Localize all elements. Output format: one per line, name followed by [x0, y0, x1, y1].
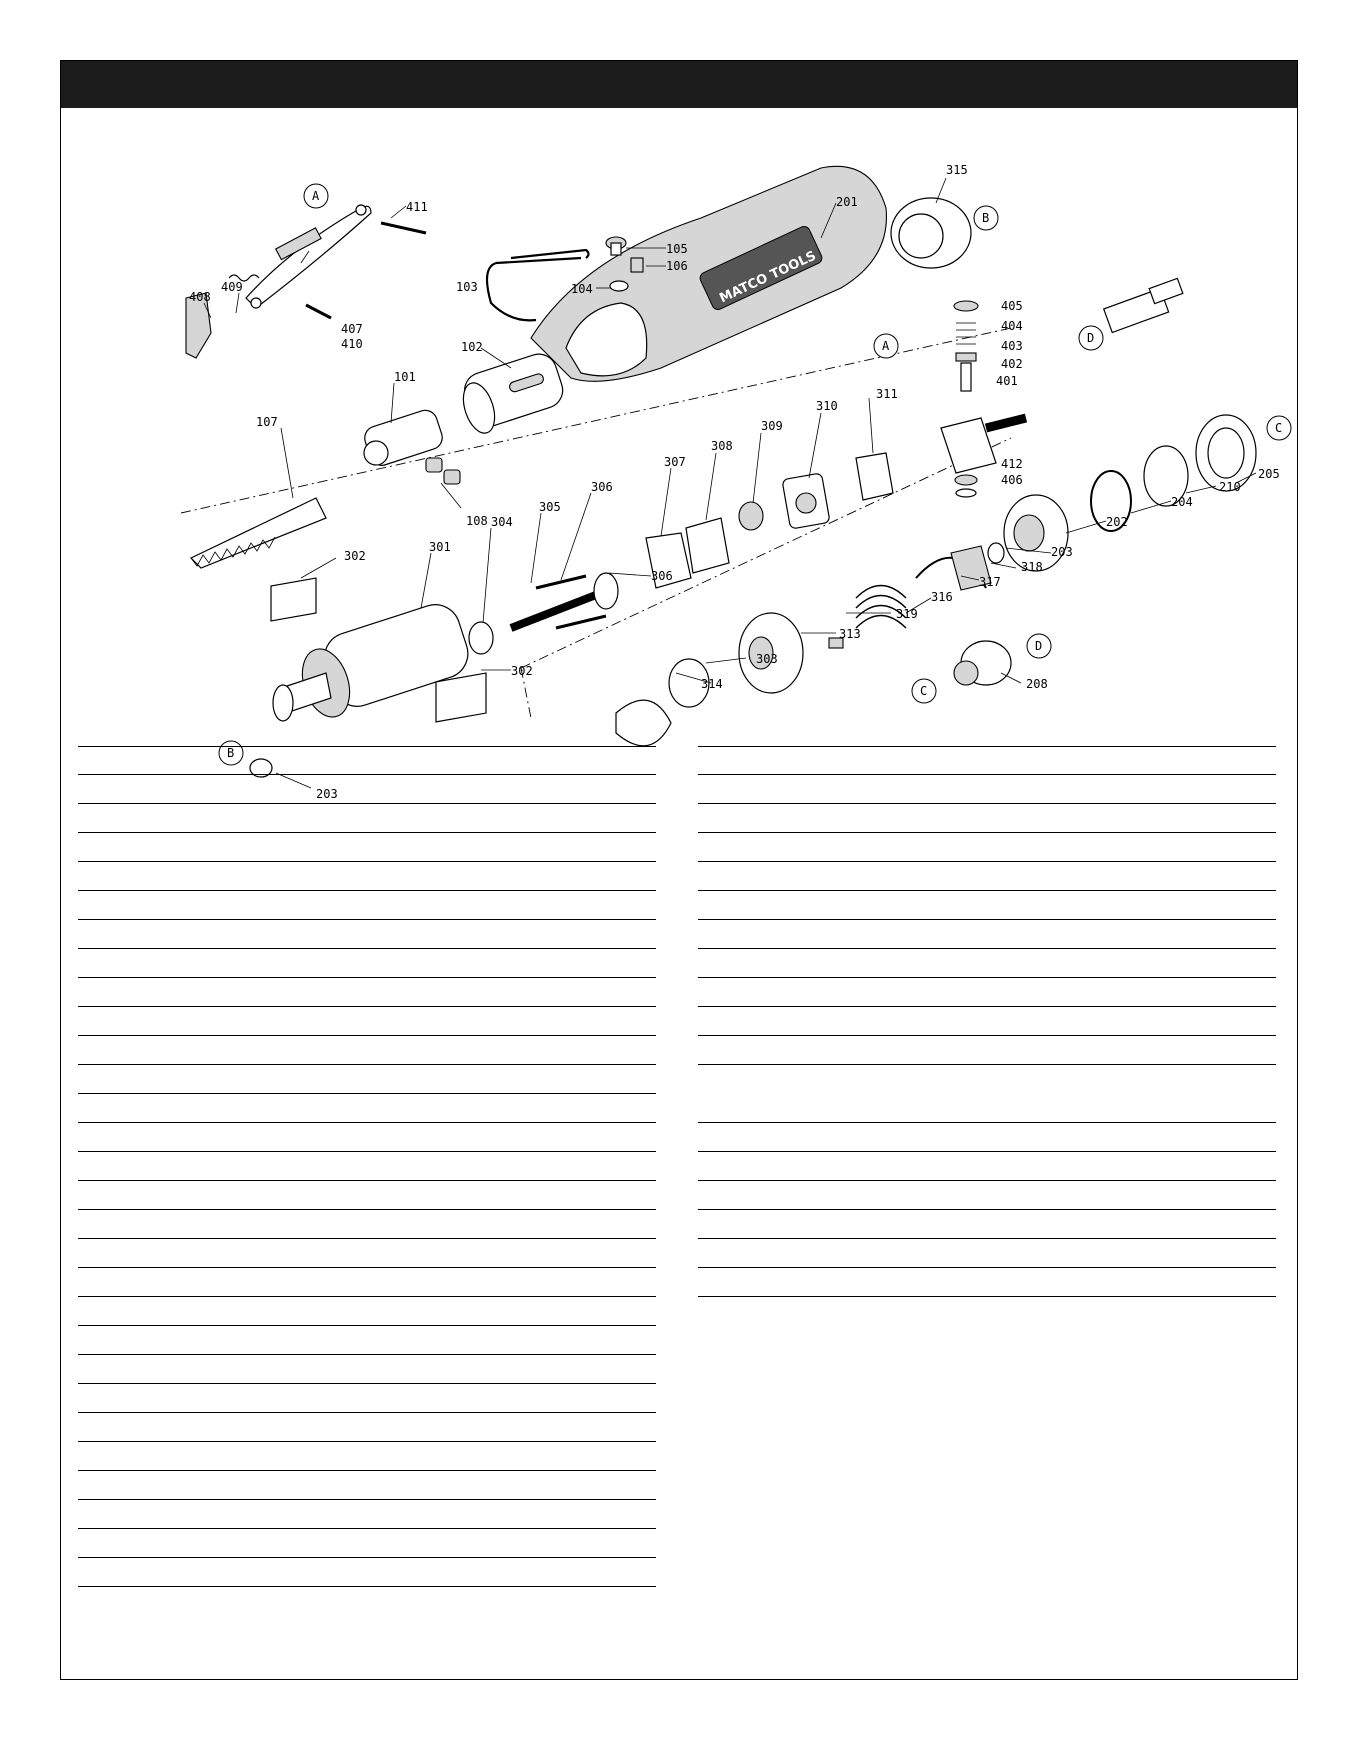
- trigger-lever: [246, 205, 371, 308]
- parts-list-row: [698, 1036, 1276, 1065]
- ring-314: [616, 700, 671, 746]
- exploded-parts-diagram: [61, 108, 1297, 801]
- bearing-304: [469, 622, 493, 654]
- label-316: 316: [931, 590, 953, 604]
- parts-list-row: [698, 746, 1276, 775]
- parts-list-row: [78, 1152, 656, 1181]
- label-402: 402: [1001, 357, 1023, 371]
- callout-d-top: [1079, 326, 1103, 350]
- cap-405: [954, 301, 978, 311]
- label-205: 205: [1258, 467, 1280, 481]
- parts-list-row: [698, 949, 1276, 978]
- parts-list-row: [78, 1239, 656, 1268]
- parts-list-row: [78, 1210, 656, 1239]
- parts-list-row: [698, 804, 1276, 833]
- screw-106: [631, 258, 643, 272]
- label-304: 304: [491, 515, 513, 529]
- callout-a-housing: [874, 334, 898, 358]
- label-301: 301: [429, 540, 451, 554]
- sleeve-102: [458, 349, 568, 437]
- label-309: 309: [761, 419, 783, 433]
- label-319: 319: [896, 607, 918, 621]
- svg-text:D: D: [1087, 331, 1095, 345]
- label-201: 201: [836, 195, 858, 209]
- label-412: 412: [1001, 457, 1023, 471]
- bearing-309: [739, 502, 763, 530]
- parts-list-row: [78, 862, 656, 891]
- label-202: 202: [1106, 515, 1128, 529]
- callout-c-bottom: [912, 679, 936, 703]
- label-311: 311: [876, 387, 898, 401]
- callout-a-top: [304, 184, 328, 208]
- callout-d-bottom: [1027, 634, 1051, 658]
- label-107: 107: [256, 415, 278, 429]
- parts-list-row: [78, 1529, 656, 1558]
- label-307: 307: [664, 455, 686, 469]
- air-fitting-d: [1104, 278, 1183, 332]
- pin-411: [381, 223, 426, 233]
- label-405: 405: [1001, 299, 1023, 313]
- parts-list-left: [78, 746, 656, 1587]
- parts-list-row: [698, 833, 1276, 862]
- parts-list-row: [698, 1210, 1276, 1239]
- label-306-bottom: 306: [651, 569, 673, 583]
- svg-text:C: C: [920, 684, 928, 698]
- oring-203-right: [988, 543, 1004, 563]
- parts-list-row: [78, 804, 656, 833]
- label-318: 318: [1021, 560, 1043, 574]
- label-302-top: 302: [344, 549, 366, 563]
- parts-list-row: [78, 833, 656, 862]
- parts-list-row: [698, 891, 1276, 920]
- parts-list-row: [78, 746, 656, 775]
- parts-list-row: [698, 920, 1276, 949]
- parts-list-row: [78, 1297, 656, 1326]
- oring-412: [955, 475, 977, 485]
- label-108: 108: [466, 514, 488, 528]
- vane-302-top: [271, 578, 316, 621]
- housing-201: [531, 166, 886, 381]
- svg-text:D: D: [1035, 639, 1043, 653]
- label-106: 106: [666, 259, 688, 273]
- parts-list-row: [698, 1239, 1276, 1268]
- parts-list-row: [78, 1558, 656, 1587]
- svg-text:A: A: [882, 339, 890, 353]
- parts-list-row: [698, 1181, 1276, 1210]
- valve-stem-402: [961, 363, 971, 391]
- label-208: 208: [1026, 677, 1048, 691]
- saw-blade-107: [191, 498, 326, 568]
- label-105: 105: [666, 242, 688, 256]
- parts-list-row: [78, 891, 656, 920]
- vane-302-bottom: [436, 673, 486, 722]
- label-302-bottom: 302: [511, 664, 533, 678]
- parts-list-row: [78, 1355, 656, 1384]
- parts-list-row: [78, 1442, 656, 1471]
- label-404: 404: [1001, 319, 1023, 333]
- label-303: 303: [756, 652, 778, 666]
- parts-list-row: [78, 1065, 656, 1094]
- plate-308: [686, 518, 729, 573]
- parts-list-row: [78, 1181, 656, 1210]
- parts-list-row: [78, 1326, 656, 1355]
- parts-list-row: [78, 1413, 656, 1442]
- label-406: 406: [1001, 473, 1023, 487]
- parts-list-row: [698, 1065, 1276, 1123]
- header-bar: [61, 61, 1297, 108]
- label-204: 204: [1171, 495, 1193, 509]
- parts-list-row: [698, 775, 1276, 804]
- parts-list-row: [78, 1007, 656, 1036]
- label-409: 409: [221, 280, 243, 294]
- svg-text:B: B: [227, 746, 235, 760]
- bushing-208: [954, 641, 1011, 685]
- callout-c-right: [1267, 416, 1291, 440]
- label-203-right: 203: [1051, 545, 1073, 559]
- parts-list-row: [78, 920, 656, 949]
- parts-list-row: [78, 1500, 656, 1529]
- parts-list-row: [698, 1007, 1276, 1036]
- label-317: 317: [979, 575, 1001, 589]
- end-plate-310: [782, 473, 830, 529]
- label-403: 403: [1001, 339, 1023, 353]
- page-frame: [60, 60, 1298, 1680]
- label-401: 401: [996, 374, 1018, 388]
- label-210: 210: [1219, 480, 1241, 494]
- gasket-311: [856, 453, 893, 500]
- label-408: 408: [189, 290, 211, 304]
- parts-list-row: [78, 949, 656, 978]
- label-203-left: 203: [316, 787, 338, 801]
- parts-list-row: [78, 1471, 656, 1500]
- cap-315: [891, 198, 971, 268]
- parts-list-row: [78, 1268, 656, 1297]
- label-315: 315: [946, 163, 968, 177]
- parts-list-row: [78, 1036, 656, 1065]
- parts-list-row: [698, 1152, 1276, 1181]
- label-310: 310: [816, 399, 838, 413]
- washer-104: [610, 281, 628, 291]
- parts-list-row: [78, 978, 656, 1007]
- label-308: 308: [711, 439, 733, 453]
- label-101: 101: [394, 370, 416, 384]
- parts-list-row: [698, 862, 1276, 891]
- parts-list-right: [698, 746, 1276, 1297]
- parts-list-row: [698, 978, 1276, 1007]
- label-103: 103: [456, 280, 478, 294]
- pin-306-bottom: [556, 616, 606, 628]
- pin-306-top: [536, 576, 586, 588]
- svg-text:A: A: [312, 189, 320, 203]
- parts-list-row: [698, 1123, 1276, 1152]
- label-305: 305: [539, 500, 561, 514]
- valve-seat-403: [956, 353, 976, 361]
- callout-b-cap: [974, 206, 998, 230]
- parts-list-row: [78, 1384, 656, 1413]
- label-407: 407: [341, 322, 363, 336]
- label-314: 314: [701, 677, 723, 691]
- svg-text:B: B: [982, 211, 990, 225]
- label-411: 411: [406, 200, 428, 214]
- parts-list-row: [78, 1123, 656, 1152]
- label-306-top: 306: [591, 480, 613, 494]
- parts-list-row: [698, 1268, 1276, 1297]
- oring-406: [956, 489, 976, 497]
- label-102: 102: [461, 340, 483, 354]
- parts-list-row: [78, 775, 656, 804]
- parts-list-row: [78, 1094, 656, 1123]
- label-104: 104: [571, 282, 593, 296]
- spring-404: [956, 323, 976, 344]
- pin-410: [306, 305, 331, 318]
- label-313: 313: [839, 627, 861, 641]
- brand-logo: MATCO TOOLS: [717, 248, 819, 307]
- svg-text:C: C: [1275, 421, 1283, 435]
- nut-108: [426, 458, 460, 484]
- label-410: 410: [341, 337, 363, 351]
